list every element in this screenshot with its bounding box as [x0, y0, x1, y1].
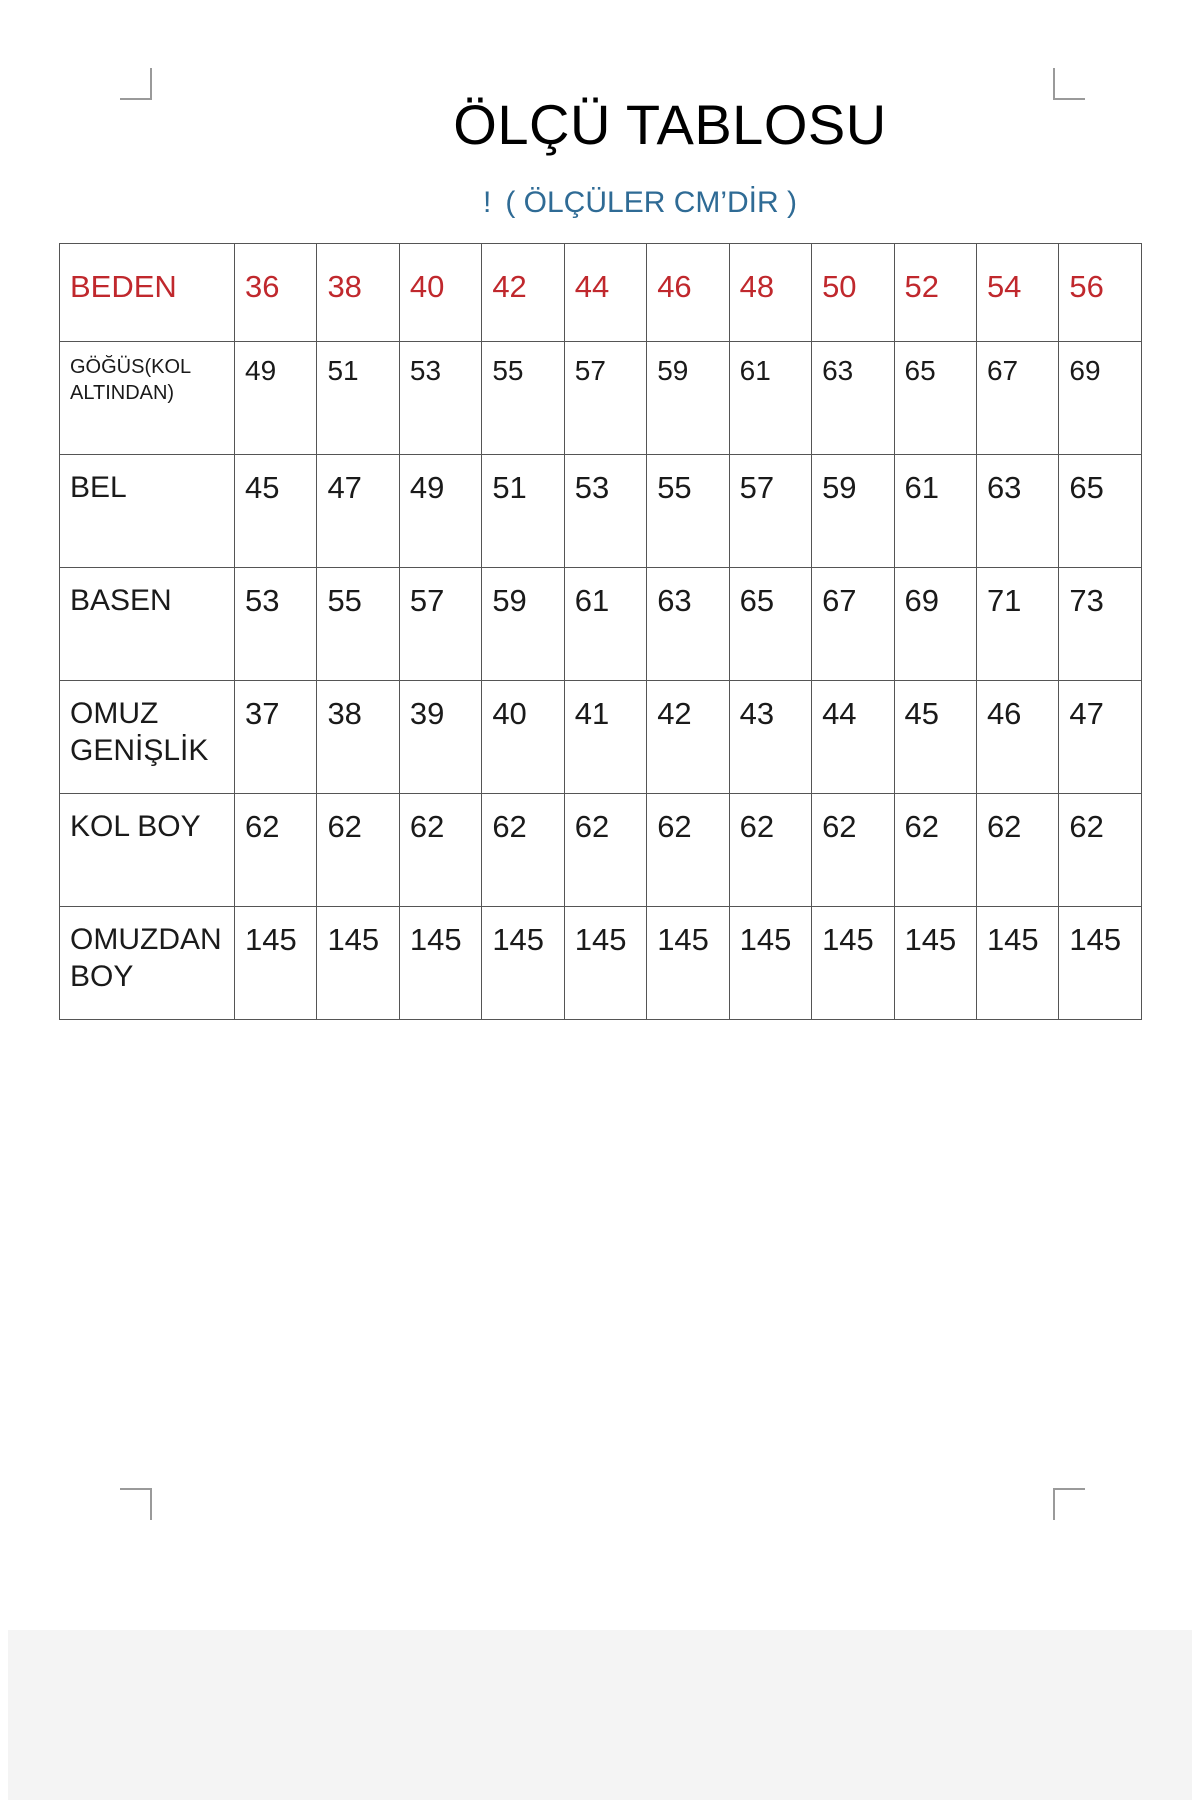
value-cell: 47: [1059, 681, 1141, 794]
value-cell: 62: [399, 794, 481, 907]
value-cell: 65: [1059, 455, 1141, 568]
value-cell: 62: [1059, 794, 1141, 907]
subtitle-container: [0, 186, 1200, 220]
value-cell: 40: [482, 681, 564, 794]
value-cell: 62: [812, 794, 894, 907]
value-cell: 49: [235, 342, 317, 455]
value-cell: 145: [1059, 907, 1141, 1020]
value-cell: 53: [235, 568, 317, 681]
value-cell: 57: [729, 455, 811, 568]
value-cell: 69: [894, 568, 976, 681]
value-cell: 63: [812, 342, 894, 455]
subtitle-text: ( ÖLÇÜLER CM’DİR ): [505, 186, 798, 219]
page-title-container: [0, 92, 1200, 157]
header-size-cell: 48: [729, 244, 811, 342]
value-cell: 145: [564, 907, 646, 1020]
subtitle-line: [483, 186, 797, 220]
value-cell: 145: [317, 907, 399, 1020]
value-cell: 49: [399, 455, 481, 568]
value-cell: 55: [482, 342, 564, 455]
table-row: [60, 907, 1142, 1020]
value-cell: 37: [235, 681, 317, 794]
value-cell: 45: [894, 681, 976, 794]
row-label-cell: OMUZDAN BOY: [60, 907, 235, 1020]
value-cell: 62: [976, 794, 1058, 907]
value-cell: 61: [564, 568, 646, 681]
header-label-cell: BEDEN: [60, 244, 235, 342]
row-label-cell: BASEN: [60, 568, 235, 681]
value-cell: 59: [482, 568, 564, 681]
value-cell: 61: [894, 455, 976, 568]
table-row: [60, 794, 1142, 907]
table-row: [60, 455, 1142, 568]
value-cell: 62: [482, 794, 564, 907]
header-size-cell: 38: [317, 244, 399, 342]
value-cell: 73: [1059, 568, 1141, 681]
value-cell: 145: [647, 907, 729, 1020]
header-size-cell: 44: [564, 244, 646, 342]
header-size-cell: 52: [894, 244, 976, 342]
value-cell: 145: [812, 907, 894, 1020]
subtitle-mark: !: [482, 186, 492, 219]
value-cell: 67: [812, 568, 894, 681]
header-size-cell: 50: [812, 244, 894, 342]
row-label-cell: KOL BOY: [60, 794, 235, 907]
value-cell: 62: [317, 794, 399, 907]
row-label-cell: OMUZ GENİŞLİK: [60, 681, 235, 794]
value-cell: 55: [317, 568, 399, 681]
value-cell: 145: [482, 907, 564, 1020]
crop-mark-bottom-left: [120, 1488, 152, 1520]
header-size-cell: 40: [399, 244, 481, 342]
value-cell: 62: [235, 794, 317, 907]
value-cell: 44: [812, 681, 894, 794]
table-row: [60, 681, 1142, 794]
row-label-cell: BEL: [60, 455, 235, 568]
value-cell: 71: [976, 568, 1058, 681]
value-cell: 53: [564, 455, 646, 568]
value-cell: 55: [647, 455, 729, 568]
value-cell: 51: [317, 342, 399, 455]
table-header-row: [60, 244, 1142, 342]
table-row: [60, 568, 1142, 681]
table-row: [60, 342, 1142, 455]
value-cell: 62: [647, 794, 729, 907]
value-cell: 62: [729, 794, 811, 907]
value-cell: 145: [976, 907, 1058, 1020]
header-size-cell: 36: [235, 244, 317, 342]
header-size-cell: 56: [1059, 244, 1141, 342]
value-cell: 41: [564, 681, 646, 794]
footer-band: [8, 1630, 1192, 1800]
value-cell: 45: [235, 455, 317, 568]
page-title: ÖLÇÜ TABLOSU: [453, 93, 887, 156]
value-cell: 39: [399, 681, 481, 794]
size-chart-table: [59, 243, 1142, 1020]
value-cell: 69: [1059, 342, 1141, 455]
value-cell: 46: [976, 681, 1058, 794]
value-cell: 65: [894, 342, 976, 455]
value-cell: 145: [729, 907, 811, 1020]
value-cell: 57: [399, 568, 481, 681]
header-size-cell: 46: [647, 244, 729, 342]
value-cell: 145: [235, 907, 317, 1020]
row-label-cell: GÖĞÜS(KOL ALTINDAN): [60, 342, 235, 455]
header-size-cell: 54: [976, 244, 1058, 342]
value-cell: 145: [399, 907, 481, 1020]
table-body: [60, 244, 1142, 1020]
crop-mark-bottom-right: [1053, 1488, 1085, 1520]
value-cell: 38: [317, 681, 399, 794]
value-cell: 62: [894, 794, 976, 907]
value-cell: 63: [976, 455, 1058, 568]
value-cell: 59: [812, 455, 894, 568]
value-cell: 62: [564, 794, 646, 907]
value-cell: 59: [647, 342, 729, 455]
header-size-cell: 42: [482, 244, 564, 342]
value-cell: 47: [317, 455, 399, 568]
value-cell: 53: [399, 342, 481, 455]
value-cell: 145: [894, 907, 976, 1020]
value-cell: 51: [482, 455, 564, 568]
value-cell: 63: [647, 568, 729, 681]
value-cell: 67: [976, 342, 1058, 455]
value-cell: 42: [647, 681, 729, 794]
value-cell: 65: [729, 568, 811, 681]
value-cell: 61: [729, 342, 811, 455]
value-cell: 57: [564, 342, 646, 455]
value-cell: 43: [729, 681, 811, 794]
